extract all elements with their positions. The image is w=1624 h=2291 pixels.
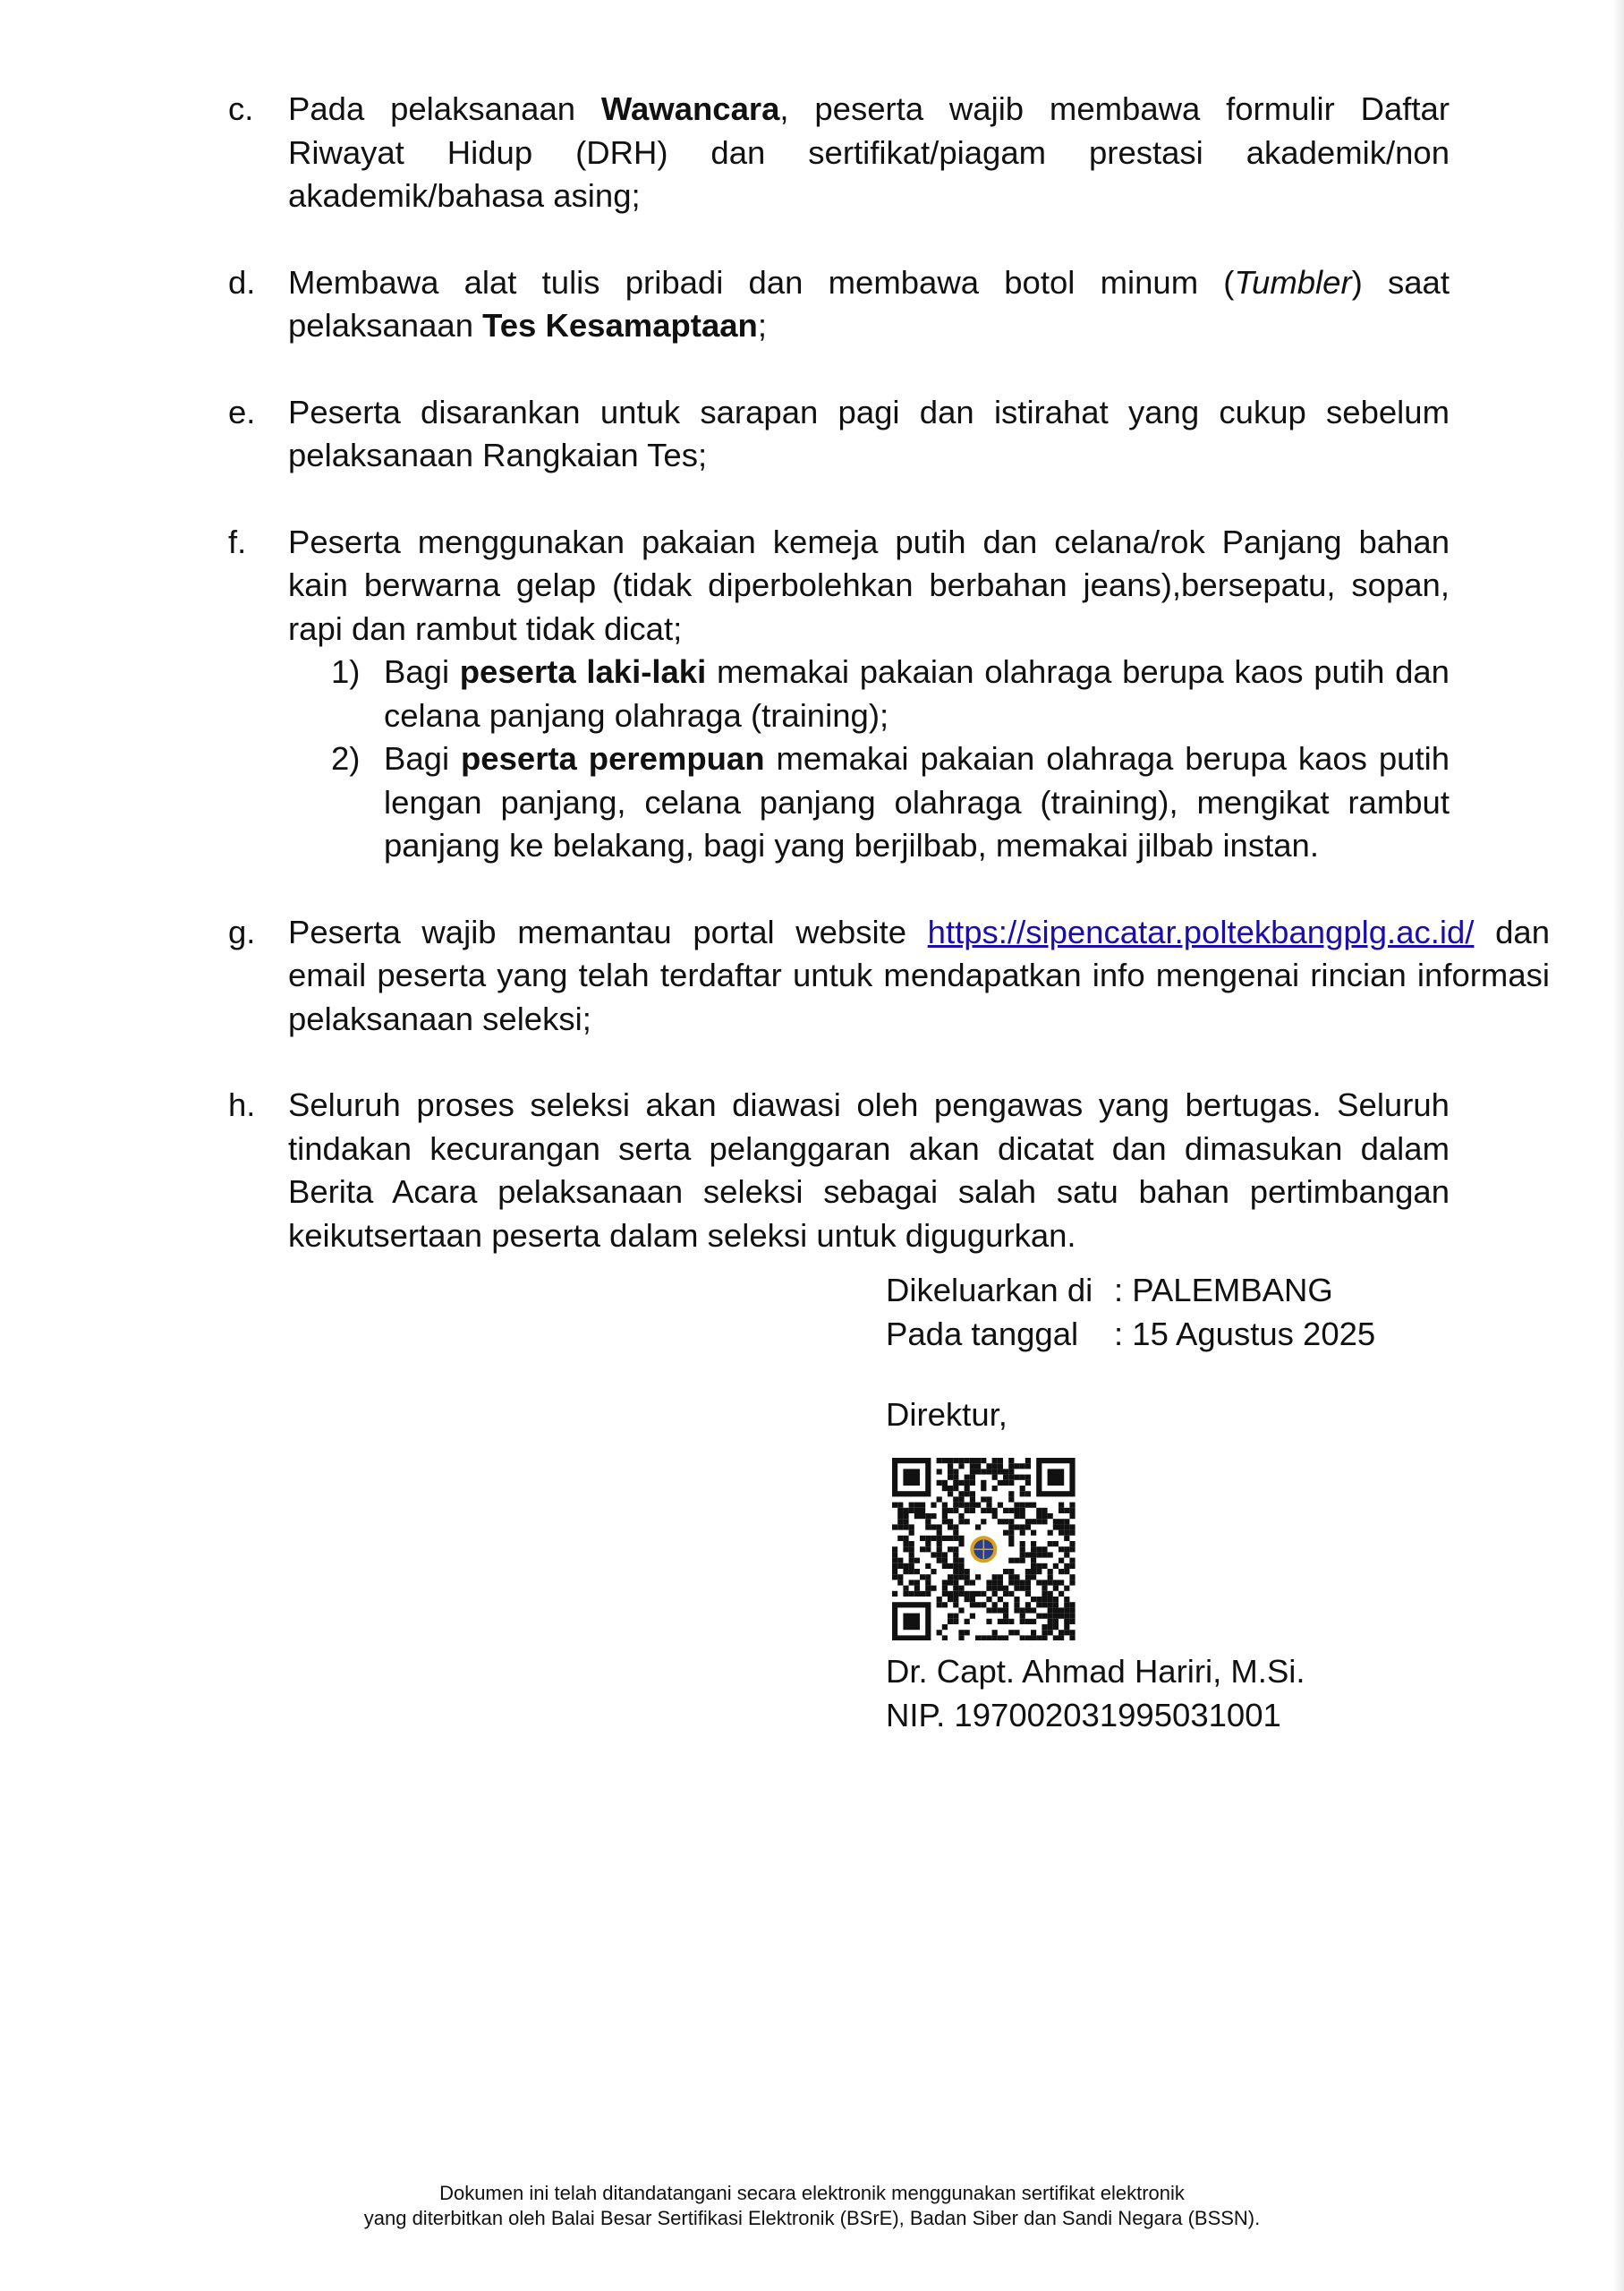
issued-date-label: Pada tanggal [886,1315,1079,1352]
issued-date-row [886,1313,1375,1357]
signer-title: Direktur, [886,1396,1008,1433]
list-marker: f. [228,523,247,560]
signer-block [886,1650,1305,1737]
requirements-list [228,88,1550,1300]
list-marker: d. [228,263,256,301]
issued-date-value: : 15 Agustus 2025 [1114,1315,1376,1352]
list-item-text: Peserta menggunakan pakaian kemeja putih dan celana/rok Panjang bahan kain berwarna gelap (tidak diperbolehkan berbahan jeans),bersepatu, sopan, rapi dan rambut tidak dicat; [288,523,1450,647]
portal-website-link[interactable]: https://sipencatar.poltekbangplg.ac.id/ [927,913,1475,950]
bold-term: Tes Kesamaptaan [482,307,758,344]
list-item-text: Pada pelaksanaan Wawancara, peserta wajib membawa formulir Daftar Riwayat Hidup (DRH) dan sertifikat/piagam prestasi akademik/non akademik/bahasa asing; [288,90,1450,214]
footer-line-2: yang diterbitkan oleh Balai Besar Sertifikasi Elektronik (BSrE), Badan Siber dan Sandi Negara (BSSN). [363,2207,1261,2229]
bold-term: peserta laki-laki [459,653,707,690]
qr-code-icon [890,1457,1078,1640]
sub-item-1 [288,651,1450,737]
sub-item-text: Bagi peserta laki-laki memakai pakaian olahraga berupa kaos putih dan celana panjang olahraga (training); [384,653,1450,734]
sub-item-number: 1) [331,653,361,690]
page-edge-shadow [1613,0,1624,2291]
signer-nip: NIP. 197002031995031001 [886,1696,1281,1733]
list-item-h [228,1084,1450,1257]
issued-place-label: Dikeluarkan di [886,1272,1093,1308]
list-item-text: Membawa alat tulis pribadi dan membawa botol minum (Tumbler) saat pelaksanaan Tes Kesamaptaan; [288,263,1450,344]
list-marker: g. [228,913,256,950]
list-item-c [228,88,1450,218]
signature-qr-code [890,1457,1078,1640]
list-item-text: Seluruh proses seleksi akan diawasi oleh pengawas yang bertugas. Seluruh tindakan kecurangan serta pelanggaran akan dicatat dan dimasukan dalam Berita Acara pelaksanaan seleksi sebagai salah satu bahan pertimbangan keikutsertaan peserta dalam seleksi untuk digugurkan. [288,1086,1450,1254]
bold-term: Wawancara [600,90,780,127]
list-item-text: Peserta disarankan untuk sarapan pagi dan istirahat yang cukup sebelum pelaksanaan Rangkaian Tes; [288,393,1450,473]
sub-item-number: 2) [331,740,361,777]
list-marker: e. [228,393,256,430]
bold-term: peserta perempuan [461,740,765,777]
list-item-f [228,521,1450,868]
list-item-text: Peserta wajib memantau portal website https://sipencatar.poltekbangplg.ac.id/ dan email peserta yang telah terdaftar untuk mendapatkan info mengenai rincian informasi pelaksanaan seleksi; [288,913,1550,1037]
issued-place-row [886,1269,1375,1313]
issuance-block [886,1269,1375,1356]
list-item-g [228,911,1550,1042]
list-item-d [228,261,1450,348]
sub-item-2 [288,737,1450,868]
e-signature-footer [0,2181,1624,2231]
signer-name: Dr. Capt. Ahmad Hariri, M.Si. [886,1653,1305,1690]
list-item-e [228,391,1450,478]
list-marker: h. [228,1086,256,1123]
sub-item-text: Bagi peserta perempuan memakai pakaian olahraga berupa kaos putih lengan panjang, celana panjang olahraga (training), mengikat rambut panjang ke belakang, bagi yang berjilbab, memakai jilbab instan. [384,740,1450,864]
list-marker: c. [228,90,254,127]
footer-line-1: Dokumen ini telah ditandatangani secara elektronik menggunakan sertifikat elektronik [439,2182,1185,2204]
issued-place-value: : PALEMBANG [1114,1272,1333,1308]
italic-term: Tumbler [1234,263,1352,301]
